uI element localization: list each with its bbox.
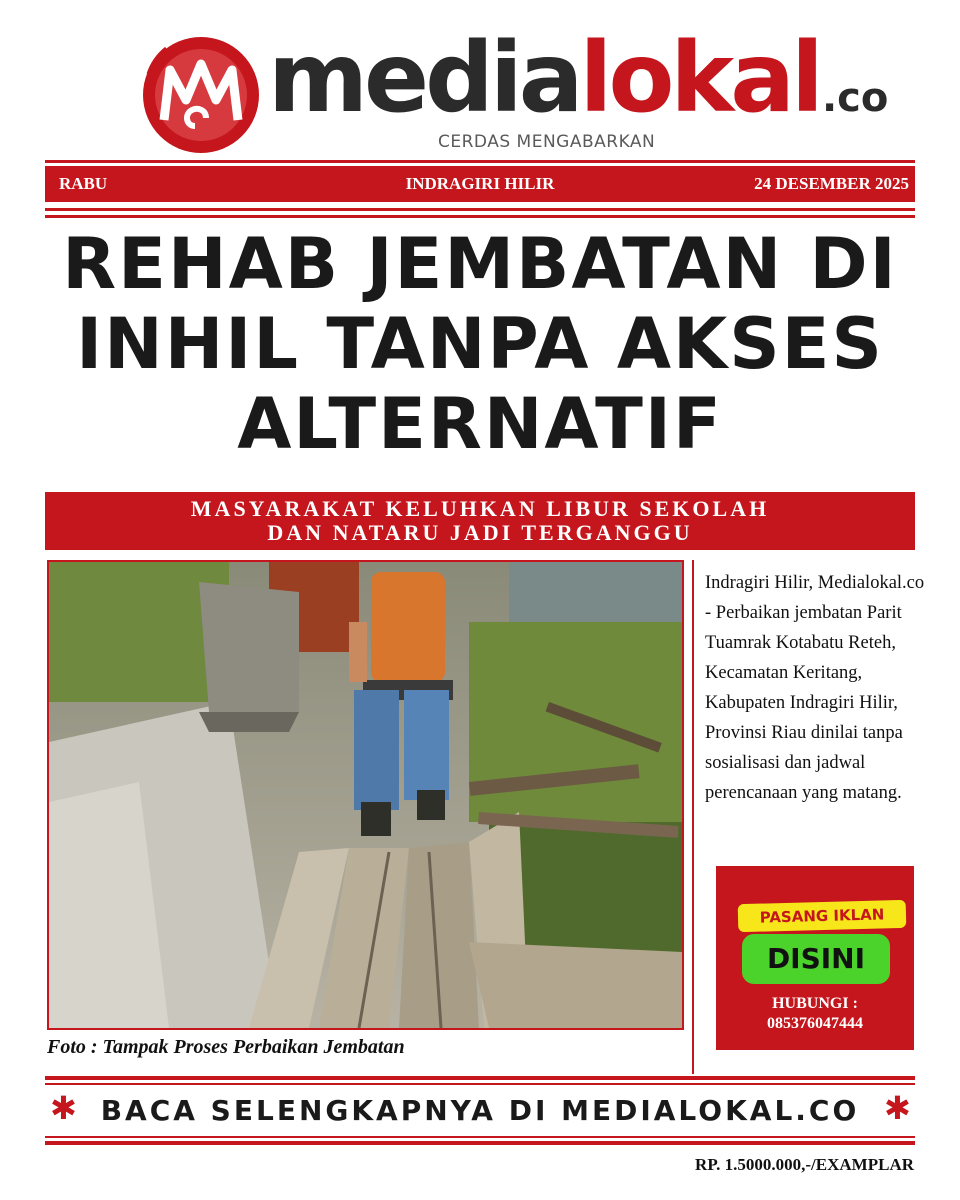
tagline: CERDAS MENGABARKAN: [438, 132, 656, 152]
date-bar-rule-2: [45, 215, 915, 218]
ad-disini: DISINI: [742, 934, 890, 984]
footer-rule-2: [45, 1083, 915, 1085]
top-rule: [45, 160, 915, 163]
issue-date: 24 DESEMBER 2025: [754, 174, 909, 193]
ad-hubungi-label: HUBUNGI :: [772, 995, 858, 1012]
photo-caption: Foto : Tampak Proses Perbaikan Jembatan: [47, 1036, 405, 1058]
issue-day: RABU: [59, 174, 108, 193]
date-bar-rule-1: [45, 208, 915, 211]
sub-headline-line-1: MASYARAKAT KELUHKAN LIBUR SEKOLAH: [190, 496, 770, 521]
ad-box[interactable]: [716, 866, 914, 1050]
date-bar: [45, 166, 915, 202]
read-more-cta[interactable]: [45, 1086, 915, 1134]
footer-rule-1: [45, 1076, 915, 1080]
headline-line-1: REHAB JEMBATAN DI: [62, 223, 898, 305]
news-photo: [47, 560, 684, 1030]
sub-headline-line-2: DAN NATARU JADI TERGANGGU: [267, 520, 693, 545]
brand-lokal: lokal: [579, 22, 820, 134]
column-divider: [692, 560, 694, 1074]
brand-media: media: [268, 22, 580, 134]
footer-rule-3: [45, 1136, 915, 1138]
medialokal-logo-icon: [140, 34, 262, 156]
bridge-repair-photo: [49, 562, 682, 1028]
footer-rule-4: [45, 1141, 915, 1145]
brand-wordmark: [268, 22, 889, 140]
headline: [30, 224, 930, 464]
ad-contact: [716, 994, 914, 1034]
headline-line-2: INHIL TANPA AKSES: [76, 303, 884, 385]
ad-phone: 085376047444: [767, 1015, 863, 1032]
headline-line-3: ALTERNATIF: [237, 383, 723, 465]
asterisk-icon: ✱: [884, 1089, 911, 1127]
article-body: Indragiri Hilir, Medialokal.co - Perbaikan jembatan Parit Tuamrak Kotabatu Reteh, Kecamatan Keritang, Kabupaten Indragiri Hilir, Provinsi Riau dinilai tanpa sosialisasi dan jadwal perencanaan yang matang.: [705, 573, 925, 803]
sub-headline: [45, 492, 915, 550]
asterisk-icon: ✱: [50, 1089, 77, 1127]
ad-pasang-iklan: PASANG IKLAN: [738, 900, 907, 932]
issue-price: RP. 1.5000.000,-/EXAMPLAR: [695, 1155, 914, 1174]
masthead: [140, 22, 889, 156]
brand-co: .co: [821, 75, 889, 121]
issue-region: INDRAGIRI HILIR: [405, 174, 555, 193]
read-more-text: BACA SELENGKAPNYA DI MEDIALOKAL.CO: [100, 1093, 860, 1127]
